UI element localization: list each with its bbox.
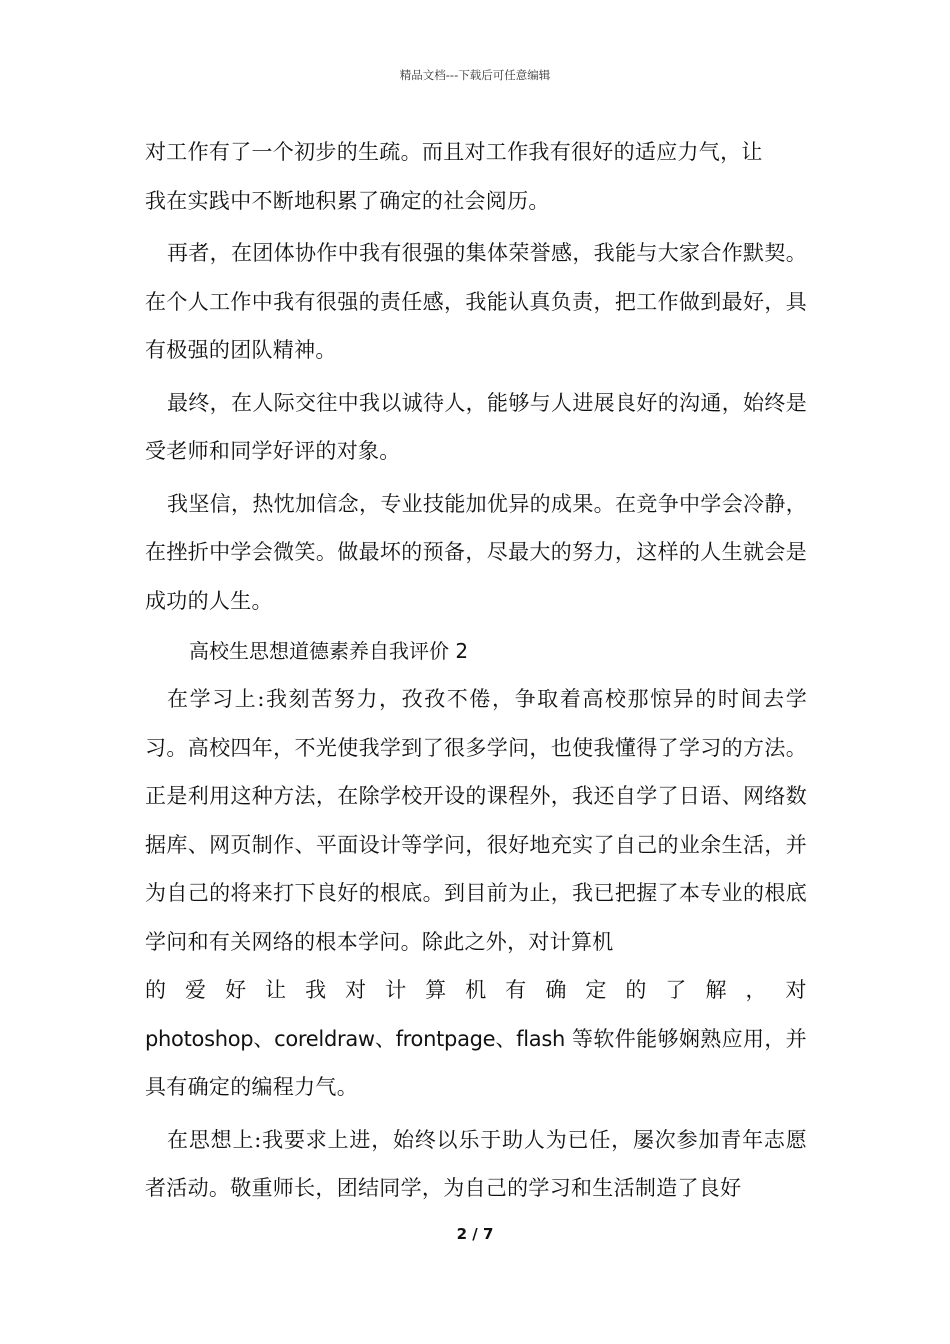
paragraph-line: 对工作有了一个初步的生疏。而且对工作我有很好的适应力气，让 — [145, 140, 763, 164]
paragraph-study — [145, 675, 807, 1112]
document-body — [145, 128, 807, 1213]
paragraph-line: 我在实践中不断地积累了确定的社会阅历。 — [145, 188, 550, 213]
section-heading: 高校生思想道德素养自我评价 2 — [189, 639, 469, 663]
paragraph-continuation — [145, 128, 807, 225]
paragraph-study-main: 在学习上:我刻苦努力，孜孜不倦，争取着高校那惊异的时间去学习。高校四年，不光使我学到了很多学问，也使我懂得了学习的方法。正是利用这种方法，在除学校开设的课程外，我还自学了日语、网络数据库、网页制作、平面设计等学问，很好地充实了自己的业余生活，并为自己的将来打下良好的根底。到目前为止，我已把握了本专业的根底学问和有关网络的根本学问。除此之外，对计算机 — [145, 687, 807, 954]
paragraph-study-spread-line: 的 爱 好 让 我 对 计 算 机 有 确 定 的 了 解 ， 对 — [145, 978, 807, 1002]
software-list: photoshop、coreldraw、frontpage、flash — [145, 1026, 565, 1051]
software-sentence: 等软件能够娴熟应用，并具有确定的编程力气。 — [145, 1026, 807, 1099]
paragraph-study-software — [145, 1015, 807, 1112]
page-header: 精品文档---下载后可任意编辑 — [399, 68, 551, 82]
paragraph-interpersonal: 最终，在人际交往中我以诚待人，能够与人进展良好的沟通，始终是受老师和同学好评的对象。 — [145, 390, 807, 463]
paragraph-teamwork: 再者，在团体协作中我有很强的集体荣誉感，我能与大家合作默契。在个人工作中我有很强的责任感，我能认真负责，把工作做到最好，具有极强的团队精神。 — [145, 241, 807, 362]
paragraph-ideology: 在思想上:我要求上进，始终以乐于助人为已任，屡次参加青年志愿者活动。敬重师长，团结同学，为自己的学习和生活制造了良好 — [145, 1127, 807, 1200]
paragraph-belief: 我坚信，热忱加信念，专业技能加优异的成果。在竞争中学会冷静，在挫折中学会微笑。做最坏的预备，尽最大的努力，这样的人生就会是成功的人生。 — [145, 491, 807, 613]
page-number: 2 / 7 — [456, 1225, 494, 1243]
